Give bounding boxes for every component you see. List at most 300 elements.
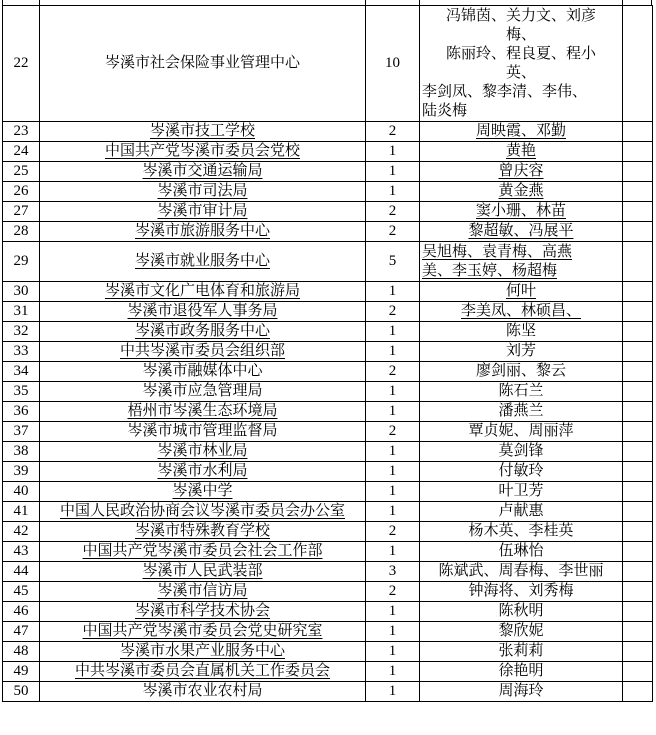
row-number-cell — [3, 482, 40, 502]
org-cell — [40, 242, 366, 282]
org-cell — [40, 222, 366, 242]
row-number-cell — [3, 362, 40, 382]
person-count: 1 — [388, 643, 397, 659]
person-names-line: 黄艳 — [505, 143, 536, 159]
person-count: 1 — [388, 603, 397, 619]
table-row — [3, 302, 653, 322]
table-row — [3, 402, 653, 422]
person-names-line: 何叶 — [505, 283, 536, 299]
row-number: 43 — [13, 543, 29, 559]
row-number: 48 — [13, 643, 29, 659]
org-cell — [40, 582, 366, 602]
org-name: 岑溪市政务服务中心 — [134, 323, 270, 339]
names-cell — [420, 222, 623, 242]
count-cell — [366, 542, 420, 562]
count-cell — [366, 442, 420, 462]
person-names-line: 吴旭梅、袁青梅、高燕 — [422, 243, 573, 260]
person-names — [422, 562, 620, 581]
names-cell — [420, 482, 623, 502]
org-name: 岑溪市文化广电体育和旅游局 — [104, 283, 300, 299]
person-count: 2 — [388, 203, 397, 219]
person-names-line: 黄金燕 — [498, 183, 544, 199]
row-number: 44 — [13, 563, 29, 579]
person-names — [422, 602, 620, 621]
row-number: 33 — [13, 343, 29, 359]
person-count: 3 — [388, 563, 397, 579]
names-cell — [420, 382, 623, 402]
org-cell — [40, 382, 366, 402]
names-cell — [420, 322, 623, 342]
row-number: 42 — [13, 523, 29, 539]
names-cell — [420, 142, 623, 162]
org-name: 岑溪市林业局 — [157, 443, 248, 459]
count-cell — [366, 642, 420, 662]
row-number-cell — [3, 542, 40, 562]
table-row — [3, 182, 653, 202]
row-number-cell — [3, 602, 40, 622]
person-names — [422, 202, 620, 221]
org-name: 岑溪市旅游服务中心 — [134, 223, 270, 239]
names-cell — [420, 602, 623, 622]
org-name: 岑溪市应急管理局 — [142, 383, 263, 399]
empty-cell — [623, 482, 653, 502]
count-cell — [366, 202, 420, 222]
person-names — [422, 462, 620, 481]
person-names — [422, 7, 620, 121]
person-names-line: 李美凤、林硕昌、 — [460, 303, 581, 319]
table-row — [3, 682, 653, 702]
person-names-line: 黎欣妮 — [498, 623, 544, 639]
person-names — [422, 442, 620, 461]
table-row — [3, 362, 653, 382]
count-cell — [366, 562, 420, 582]
person-count: 2 — [388, 423, 397, 439]
row-number: 45 — [13, 583, 29, 599]
org-name: 岑溪市司法局 — [157, 183, 248, 199]
person-names — [422, 362, 620, 381]
org-name: 岑溪市农业农村局 — [142, 683, 263, 699]
row-number: 30 — [13, 283, 29, 299]
row-number-cell — [3, 562, 40, 582]
person-count: 1 — [388, 683, 397, 699]
person-names — [422, 243, 620, 281]
count-cell — [366, 462, 420, 482]
person-names — [422, 302, 620, 321]
org-name: 岑溪市特殊教育学校 — [134, 523, 270, 539]
names-cell — [420, 302, 623, 322]
person-names-line: 冯锦茵、关力文、刘彦 — [445, 7, 596, 24]
empty-cell — [623, 162, 653, 182]
empty-cell — [623, 302, 653, 322]
person-count: 1 — [388, 443, 397, 459]
table-row — [3, 342, 653, 362]
names-cell — [420, 662, 623, 682]
org-cell — [40, 542, 366, 562]
person-names — [422, 682, 620, 701]
org-name: 岑溪市水利局 — [157, 463, 248, 479]
count-cell — [366, 162, 420, 182]
person-count: 1 — [388, 663, 397, 679]
person-names-line: 付敏玲 — [498, 463, 544, 479]
person-names-line: 陈秋明 — [498, 603, 544, 619]
empty-cell — [623, 682, 653, 702]
count-cell — [366, 602, 420, 622]
table-row — [3, 582, 653, 602]
person-names-line: 徐艳明 — [498, 663, 544, 679]
roster-table-body — [3, 6, 653, 702]
table-row — [3, 162, 653, 182]
names-cell — [420, 342, 623, 362]
row-number: 35 — [13, 383, 29, 399]
person-names — [422, 162, 620, 181]
count-cell — [366, 362, 420, 382]
empty-cell — [623, 422, 653, 442]
row-number-cell — [3, 682, 40, 702]
person-count: 2 — [388, 363, 397, 379]
row-number-cell — [3, 442, 40, 462]
row-number-cell — [3, 662, 40, 682]
org-cell — [40, 402, 366, 422]
table-row — [3, 142, 653, 162]
org-cell — [40, 282, 366, 302]
names-cell — [420, 402, 623, 422]
org-name: 岑溪市融媒体中心 — [142, 363, 263, 379]
names-cell — [420, 362, 623, 382]
person-names — [422, 642, 620, 661]
org-name: 中国人民政治协商会议岑溪市委员会办公室 — [59, 503, 345, 519]
names-cell — [420, 6, 623, 122]
empty-cell — [623, 222, 653, 242]
table-row — [3, 622, 653, 642]
org-cell — [40, 122, 366, 142]
row-number: 23 — [13, 123, 29, 139]
names-cell — [420, 682, 623, 702]
row-number: 40 — [13, 483, 29, 499]
person-names-line: 英、 — [505, 64, 536, 81]
empty-cell — [623, 622, 653, 642]
names-cell — [420, 242, 623, 282]
org-cell — [40, 642, 366, 662]
person-count: 1 — [388, 323, 397, 339]
person-names-line: 陈坚 — [505, 323, 536, 339]
names-cell — [420, 522, 623, 542]
org-name: 岑溪中学 — [172, 483, 233, 499]
row-number: 49 — [13, 663, 29, 679]
person-names — [422, 402, 620, 421]
person-names-line: 陈丽玲、程良夏、程小 — [445, 45, 596, 62]
names-cell — [420, 502, 623, 522]
row-number-cell — [3, 162, 40, 182]
row-number-cell — [3, 142, 40, 162]
table-row — [3, 382, 653, 402]
person-names-line: 叶卫芳 — [498, 483, 544, 499]
person-names-line: 陈石兰 — [498, 383, 544, 399]
row-number: 41 — [13, 503, 29, 519]
person-count: 1 — [388, 503, 397, 519]
count-cell — [366, 402, 420, 422]
row-number-cell — [3, 502, 40, 522]
org-name: 岑溪市交通运输局 — [142, 163, 263, 179]
person-names — [422, 482, 620, 501]
empty-cell — [623, 242, 653, 282]
names-cell — [420, 182, 623, 202]
count-cell — [366, 122, 420, 142]
row-number: 32 — [13, 323, 29, 339]
person-names-line: 张莉莉 — [498, 643, 544, 659]
count-cell — [366, 182, 420, 202]
empty-cell — [623, 462, 653, 482]
empty-cell — [623, 582, 653, 602]
names-cell — [420, 582, 623, 602]
person-names — [422, 522, 620, 541]
table-row — [3, 542, 653, 562]
names-cell — [420, 462, 623, 482]
person-names — [422, 322, 620, 341]
org-name: 岑溪市就业服务中心 — [134, 253, 270, 269]
empty-cell — [623, 182, 653, 202]
names-cell — [420, 162, 623, 182]
row-number: 31 — [13, 303, 29, 319]
table-row — [3, 242, 653, 282]
org-cell — [40, 662, 366, 682]
row-number-cell — [3, 242, 40, 282]
person-names — [422, 422, 620, 441]
org-name: 岑溪市科学技术协会 — [134, 603, 270, 619]
person-names-line: 陆炎梅 — [422, 102, 468, 119]
row-number-cell — [3, 182, 40, 202]
person-names-line: 陈斌武、周春梅、李世丽 — [438, 563, 604, 579]
table-row — [3, 202, 653, 222]
person-names — [422, 662, 620, 681]
table-row — [3, 462, 653, 482]
org-cell — [40, 622, 366, 642]
person-names-line: 莫剑锋 — [498, 443, 544, 459]
person-names-line: 伍琳怡 — [498, 543, 544, 559]
org-name: 岑溪市社会保险事业管理中心 — [104, 55, 300, 71]
table-row — [3, 662, 653, 682]
row-number: 47 — [13, 623, 29, 639]
org-name: 梧州市岑溪生态环境局 — [127, 403, 278, 419]
org-cell — [40, 602, 366, 622]
org-name: 岑溪市退役军人事务局 — [127, 303, 278, 319]
org-cell — [40, 502, 366, 522]
empty-cell — [623, 342, 653, 362]
count-cell — [366, 302, 420, 322]
table-row — [3, 222, 653, 242]
org-cell — [40, 142, 366, 162]
org-cell — [40, 442, 366, 462]
empty-cell — [623, 6, 653, 122]
names-cell — [420, 422, 623, 442]
row-number-cell — [3, 382, 40, 402]
row-number: 46 — [13, 603, 29, 619]
org-cell — [40, 462, 366, 482]
org-name: 中国共产党岑溪市委员会社会工作部 — [82, 543, 323, 559]
count-cell — [366, 422, 420, 442]
org-cell — [40, 422, 366, 442]
person-names — [422, 142, 620, 161]
row-number: 29 — [13, 253, 29, 269]
person-names-line: 李剑凤、黎李清、李伟、 — [422, 83, 588, 100]
table-row — [3, 282, 653, 302]
person-names — [422, 122, 620, 141]
org-name: 岑溪市技工学校 — [149, 123, 255, 139]
roster-table — [2, 5, 653, 702]
person-names — [422, 502, 620, 521]
person-names-line: 窦小珊、林苗 — [475, 203, 566, 219]
count-cell — [366, 482, 420, 502]
row-number-cell — [3, 202, 40, 222]
count-cell — [366, 662, 420, 682]
empty-cell — [623, 502, 653, 522]
org-name: 岑溪市城市管理监督局 — [127, 423, 278, 439]
empty-cell — [623, 522, 653, 542]
names-cell — [420, 642, 623, 662]
table-row — [3, 122, 653, 142]
person-count: 1 — [388, 463, 397, 479]
org-cell — [40, 562, 366, 582]
count-cell — [366, 682, 420, 702]
person-count: 1 — [388, 623, 397, 639]
person-names-line: 卢献惠 — [498, 503, 544, 519]
org-cell — [40, 482, 366, 502]
person-names-line: 曾庆容 — [498, 163, 544, 179]
names-cell — [420, 202, 623, 222]
table-row — [3, 6, 653, 122]
empty-cell — [623, 142, 653, 162]
row-number: 37 — [13, 423, 29, 439]
empty-cell — [623, 362, 653, 382]
row-number-cell — [3, 282, 40, 302]
person-count: 1 — [388, 143, 397, 159]
person-names — [422, 282, 620, 301]
empty-cell — [623, 662, 653, 682]
row-number: 26 — [13, 183, 29, 199]
row-number-cell — [3, 462, 40, 482]
person-count: 1 — [388, 543, 397, 559]
person-names — [422, 342, 620, 361]
empty-cell — [623, 562, 653, 582]
person-names-line: 周映霞、邓勤 — [475, 123, 566, 139]
org-cell — [40, 322, 366, 342]
row-number-cell — [3, 422, 40, 442]
row-number-cell — [3, 622, 40, 642]
org-name: 中共岑溪市委员会直属机关工作委员会 — [74, 663, 330, 679]
person-count: 2 — [388, 523, 397, 539]
person-count: 2 — [388, 583, 397, 599]
row-number-cell — [3, 642, 40, 662]
org-cell — [40, 522, 366, 542]
person-count: 10 — [385, 55, 400, 71]
row-number: 36 — [13, 403, 29, 419]
count-cell — [366, 622, 420, 642]
person-names — [422, 222, 620, 241]
count-cell — [366, 282, 420, 302]
row-number: 38 — [13, 443, 29, 459]
person-names-line: 周海玲 — [498, 683, 544, 699]
table-row — [3, 642, 653, 662]
person-count: 1 — [388, 163, 397, 179]
row-number: 24 — [13, 143, 29, 159]
count-cell — [366, 222, 420, 242]
person-names-line: 杨木英、李桂英 — [468, 523, 574, 539]
person-names — [422, 622, 620, 641]
count-cell — [366, 142, 420, 162]
person-names-line: 钟海将、刘秀梅 — [468, 583, 574, 599]
count-cell — [366, 582, 420, 602]
person-count: 5 — [388, 253, 397, 269]
person-count: 2 — [388, 123, 397, 139]
person-names-line: 梅、 — [505, 26, 536, 43]
table-row — [3, 602, 653, 622]
count-cell — [366, 342, 420, 362]
empty-cell — [623, 122, 653, 142]
row-number-cell — [3, 342, 40, 362]
row-number-cell — [3, 222, 40, 242]
person-names-line: 刘芳 — [505, 343, 536, 359]
row-number-cell — [3, 6, 40, 122]
count-cell — [366, 522, 420, 542]
org-cell — [40, 202, 366, 222]
row-number-cell — [3, 522, 40, 542]
org-name: 中国共产党岑溪市委员会党史研究室 — [82, 623, 323, 639]
row-number-cell — [3, 402, 40, 422]
table-row — [3, 522, 653, 542]
person-names — [422, 582, 620, 601]
row-number: 34 — [13, 363, 29, 379]
names-cell — [420, 282, 623, 302]
org-cell — [40, 182, 366, 202]
person-names-line: 黎超敏、冯展平 — [468, 223, 574, 239]
person-names-line: 美、李玉婷、杨超梅 — [422, 262, 558, 279]
count-cell — [366, 6, 420, 122]
person-count: 1 — [388, 183, 397, 199]
person-names — [422, 382, 620, 401]
names-cell — [420, 122, 623, 142]
org-name: 岑溪市水果产业服务中心 — [119, 643, 285, 659]
person-count: 2 — [388, 223, 397, 239]
row-number: 50 — [13, 683, 29, 699]
names-cell — [420, 542, 623, 562]
count-cell — [366, 322, 420, 342]
table-row — [3, 482, 653, 502]
row-number: 25 — [13, 163, 29, 179]
org-cell — [40, 302, 366, 322]
person-names — [422, 542, 620, 561]
person-count: 1 — [388, 343, 397, 359]
row-number-cell — [3, 122, 40, 142]
person-count: 1 — [388, 283, 397, 299]
person-count: 2 — [388, 303, 397, 319]
person-names-line: 潘燕兰 — [498, 403, 544, 419]
org-cell — [40, 362, 366, 382]
org-name: 岑溪市信访局 — [157, 583, 248, 599]
person-count: 1 — [388, 483, 397, 499]
org-cell — [40, 342, 366, 362]
table-row — [3, 442, 653, 462]
person-names-line: 覃贞妮、周丽萍 — [468, 423, 574, 439]
empty-cell — [623, 202, 653, 222]
empty-cell — [623, 282, 653, 302]
org-cell — [40, 682, 366, 702]
org-name: 岑溪市审计局 — [157, 203, 248, 219]
table-row — [3, 502, 653, 522]
org-name: 岑溪市人民武装部 — [142, 563, 263, 579]
empty-cell — [623, 642, 653, 662]
row-number-cell — [3, 322, 40, 342]
row-number: 39 — [13, 463, 29, 479]
row-number: 28 — [13, 223, 29, 239]
